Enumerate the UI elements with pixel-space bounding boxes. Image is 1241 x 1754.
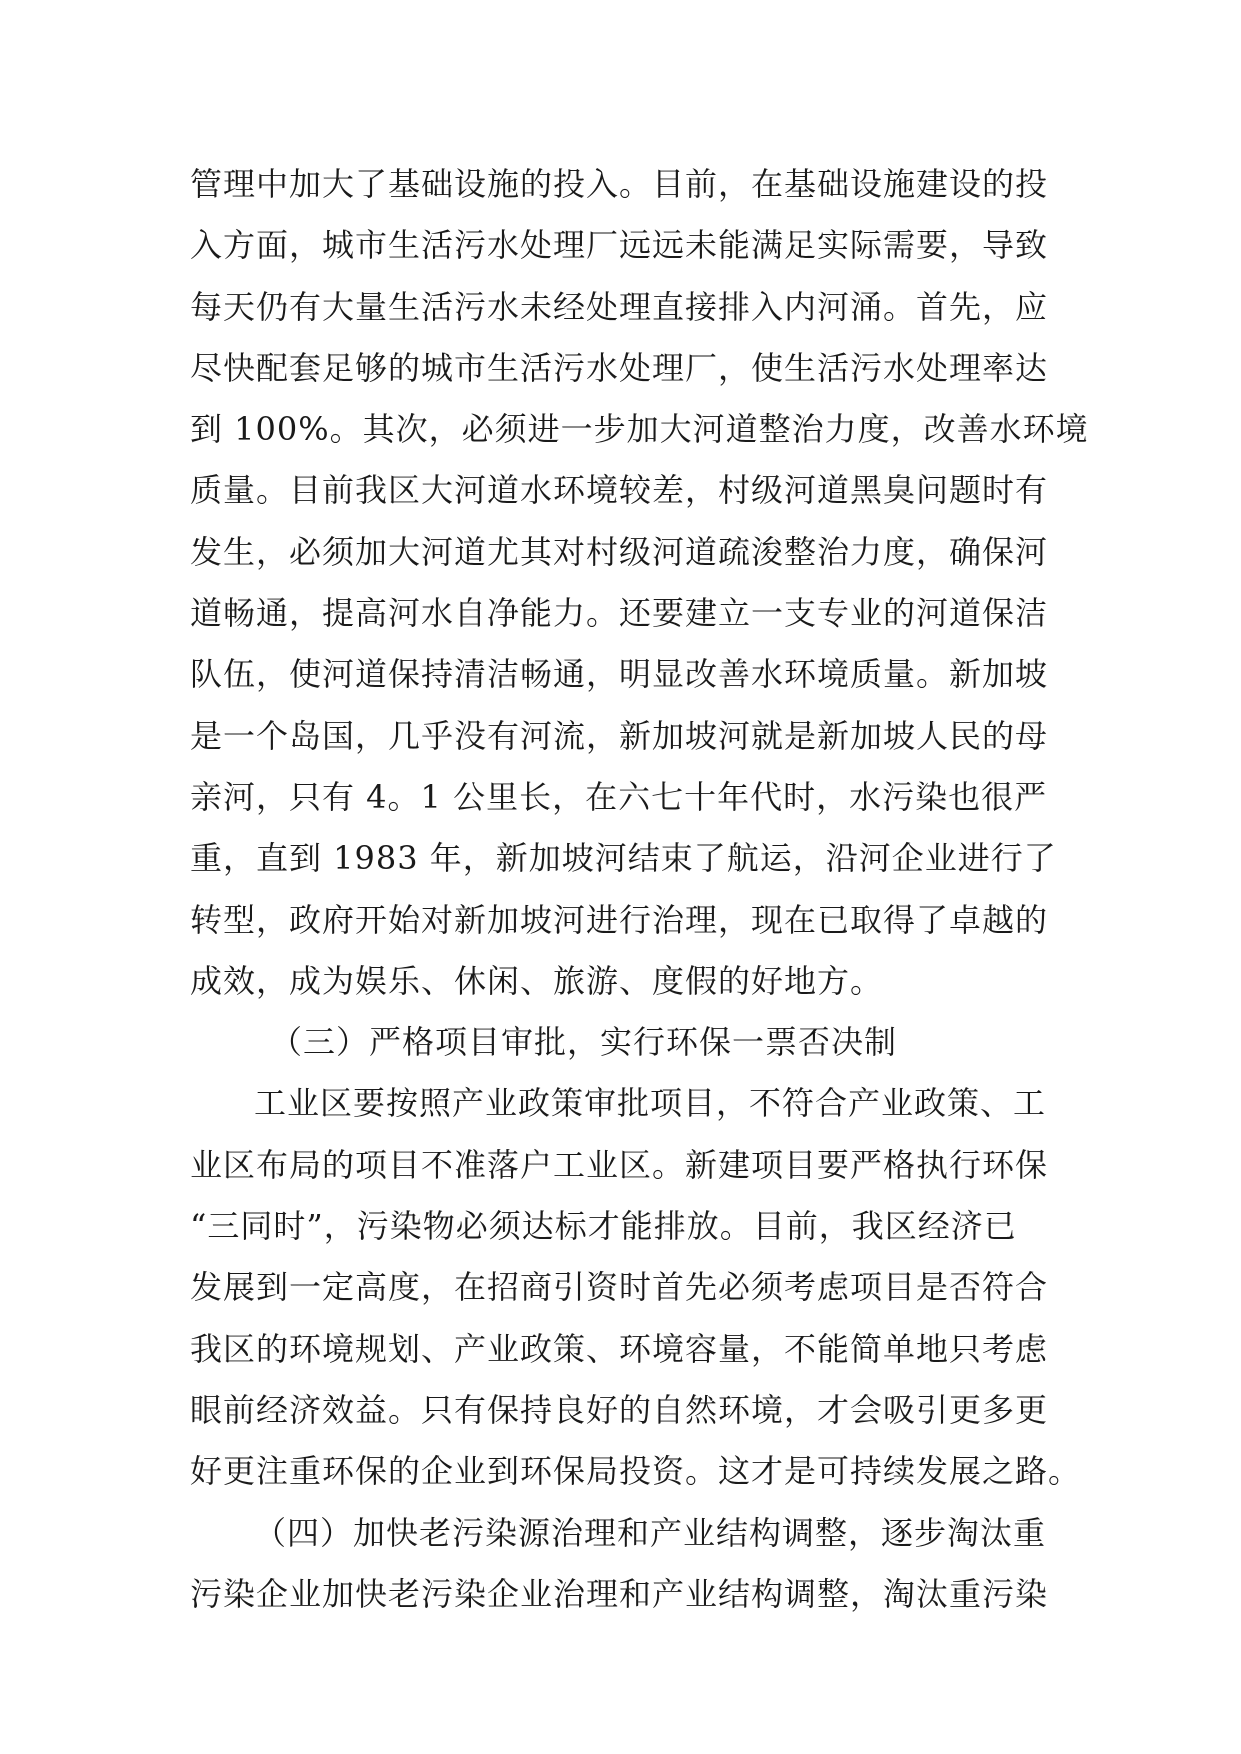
text-line: “三同时”，污染物必须达标才能排放。目前，我区经济已 [190,1207,1017,1246]
text-line: 入方面，城市生活污水处理厂远远未能满足实际需要，导致 [190,226,1049,265]
text-line: 成效，成为娱乐、休闲、旅游、度假的好地方。 [190,961,884,1000]
text-line: 是一个岛国，几乎没有河流，新加坡河就是新加坡人民的母 [190,716,1049,755]
text-line: 质量。目前我区大河道水环境较差，村级河道黑臭问题时有 [190,471,1049,510]
text-line: 眼前经济效益。只有保持良好的自然环境，才会吸引更多更 [190,1390,1049,1429]
text-line: 发生，必须加大河道尤其对村级河道疏浚整治力度，确保河 [190,532,1049,571]
text-line: 发展到一定高度，在招商引资时首先必须考虑项目是否符合 [190,1268,1049,1307]
text-line: 队伍，使河道保持清洁畅通，明显改善水环境质量。新加坡 [190,655,1049,694]
section-heading: （三）严格项目审批，实行环保一票否决制 [270,1023,898,1062]
text-line: 尽快配套足够的城市生活污水处理厂，使生活污水处理率达 [190,348,1049,387]
text-line: 每天仍有大量生活污水未经处理直接排入内河涌。首先，应 [190,287,1049,326]
section-heading: （四）加快老污染源治理和产业结构调整，逐步淘汰重 [254,1513,1047,1552]
text-line: 好更注重环保的企业到环保局投资。这才是可持续发展之路。 [190,1452,1082,1491]
text-line: 业区布局的项目不准落户工业区。新建项目要严格执行环保 [190,1145,1049,1184]
text-line: 转型，政府开始对新加坡河进行治理，现在已取得了卓越的 [190,900,1049,939]
text-line: 亲河，只有 4。1 公里长，在六七十年代时，水污染也很严 [190,777,1048,816]
text-line: 道畅通，提高河水自净能力。还要建立一支专业的河道保洁 [190,594,1049,633]
text-line: 我区的环境规划、产业政策、环境容量，不能简单地只考虑 [190,1329,1049,1368]
text-line: 污染企业加快老污染企业治理和产业结构调整，淘汰重污染 [190,1574,1049,1613]
body-text [190,154,1089,1625]
text-line: 管理中加大了基础设施的投入。目前，在基础设施建设的投 [190,165,1049,203]
paragraph-first-line: 工业区要按照产业政策审批项目，不符合产业政策、工 [254,1084,1047,1123]
text-line: 到 100%。其次，必须进一步加大河道整治力度，改善水环境 [190,410,1089,449]
text-line: 重，直到 1983 年，新加坡河结束了航运，沿河企业进行了 [190,839,1057,878]
